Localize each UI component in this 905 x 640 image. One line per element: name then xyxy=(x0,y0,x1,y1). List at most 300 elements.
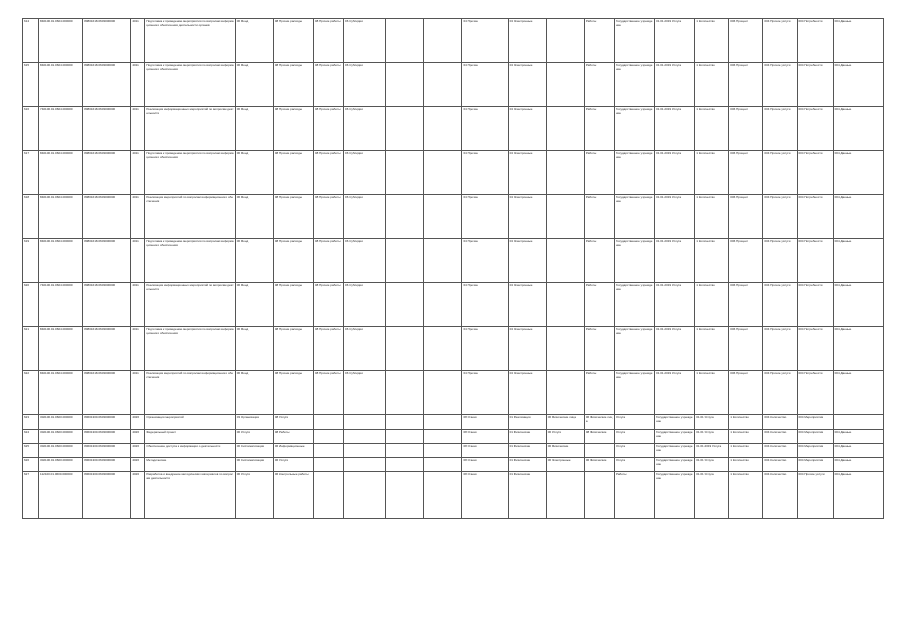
register-table xyxy=(22,18,884,519)
table-cell: 80801618.0603000000 xyxy=(83,19,131,63)
table-cell: 1 Количество xyxy=(695,63,729,107)
table-row xyxy=(23,19,884,63)
table-cell: 004 Потребности xyxy=(797,239,833,283)
table-row xyxy=(23,283,884,327)
table-cell: 01.01.2019 Услуга xyxy=(655,327,695,371)
table-cell: 1 Количество xyxy=(695,195,729,239)
table-row xyxy=(23,430,884,444)
table-cell: 4026 xyxy=(131,472,145,519)
table-cell: Методические xyxy=(145,458,235,472)
table-cell: 08 Прочие работы xyxy=(313,371,343,415)
table-cell: 618 xyxy=(23,195,39,239)
table-cell: Государственное учреждение xyxy=(655,415,695,430)
table-cell: 01.01 Услуга xyxy=(695,415,729,430)
table-cell: 80801618.0603000000 xyxy=(83,283,131,327)
table-cell: 06 Физические лица xyxy=(546,415,584,430)
table-cell xyxy=(386,444,424,458)
table-cell: Обеспечение доступа к информации о деятельности xyxy=(145,444,235,458)
table-cell: 617 xyxy=(23,151,39,195)
table-cell: 04 Электронные xyxy=(508,19,546,63)
table-cell: 06 Фонд xyxy=(235,107,273,151)
table-cell: 004 Прочие услуги xyxy=(763,327,797,371)
table-cell xyxy=(313,472,343,519)
table-cell: 08 Прочие работы xyxy=(313,151,343,195)
table-cell xyxy=(424,472,462,519)
table-cell xyxy=(386,195,424,239)
table-cell: 08 Прочие работы xyxy=(313,63,343,107)
table-cell: 4011 xyxy=(131,283,145,327)
table-cell: Государственное учреждение xyxy=(655,444,695,458)
table-cell: 004 Прочие услуги xyxy=(763,239,797,283)
table-cell: 006 Процент xyxy=(729,283,763,327)
table-cell xyxy=(424,327,462,371)
table-cell: Подготовка к проведению мероприятия по вопросам информационного обеспечения xyxy=(145,239,235,283)
table-cell: 01.01.2019 Услуга xyxy=(655,63,695,107)
table-cell: 302100.01.0600.000000 xyxy=(39,430,83,444)
table-cell: 004 Потребности xyxy=(797,195,833,239)
table-cell: 004 Мероприятия xyxy=(797,430,833,444)
table-cell: 622 xyxy=(23,371,39,415)
table-cell: 08 Прочие работы xyxy=(313,107,343,151)
table-cell: 004 Прочие услуги xyxy=(797,472,833,519)
table-cell xyxy=(424,283,462,327)
table-cell: 06 Фонд xyxy=(235,63,273,107)
table-cell: 004 Потребности xyxy=(797,19,833,63)
table-cell: 112100.01.0600.000000 xyxy=(39,472,83,519)
table-cell xyxy=(344,415,386,430)
table-cell: Работы xyxy=(584,283,614,327)
table-cell: 06 Физические лица xyxy=(584,415,614,430)
table-cell: 4011 xyxy=(131,19,145,63)
table-cell: Услуга xyxy=(614,444,654,458)
table-cell xyxy=(546,283,584,327)
table-cell: 80801618.0603000000 xyxy=(83,327,131,371)
table-cell: 06 Фонд xyxy=(235,371,273,415)
table-cell: 01.01.2019 Услуга xyxy=(655,19,695,63)
table-cell: 01.01.2019 Услуга xyxy=(655,239,695,283)
table-cell: 08 Прочие работы xyxy=(313,195,343,239)
table-cell: 01.01 Услуга xyxy=(695,458,729,472)
table-cell: 04 Прочие xyxy=(462,195,508,239)
table-cell: 006 Процент xyxy=(729,19,763,63)
table-cell: Государственное учреждение xyxy=(614,195,654,239)
table-cell: 06 Субсидии xyxy=(344,19,386,63)
table-cell xyxy=(386,107,424,151)
table-cell: 004 Данные xyxy=(833,444,883,458)
table-cell: 006 Процент xyxy=(729,63,763,107)
table-row xyxy=(23,444,884,458)
table-cell: 01 Физические xyxy=(508,472,546,519)
table-cell: 619 xyxy=(23,239,39,283)
table-row xyxy=(23,327,884,371)
table-cell: 004 Потребности xyxy=(797,327,833,371)
table-cell: Работы xyxy=(584,371,614,415)
table-cell: 01.01 Услуга xyxy=(695,430,729,444)
table-cell: Работы xyxy=(584,327,614,371)
table-cell: 004 Мероприятия xyxy=(797,415,833,430)
table-cell: Подготовка к проведению мероприятия по вопросам информационного обеспечения деятельности органов xyxy=(145,19,235,63)
table-cell: 06 Информационные xyxy=(273,444,313,458)
table-cell xyxy=(386,327,424,371)
table-cell xyxy=(386,19,424,63)
table-cell xyxy=(386,415,424,430)
table-cell: Подготовка к проведению мероприятия по вопросам информационного обеспечения xyxy=(145,327,235,371)
table-cell xyxy=(424,151,462,195)
table-cell: 06 Субсидии xyxy=(344,239,386,283)
table-cell: Подготовка к проведению мероприятия по вопросам информационного обеспечения xyxy=(145,63,235,107)
table-cell: Государственное учреждение xyxy=(655,458,695,472)
table-cell: 4011 xyxy=(131,371,145,415)
table-cell: 04 Электронные xyxy=(508,371,546,415)
table-cell: 06 Физические xyxy=(546,444,584,458)
table-cell: Работы xyxy=(584,151,614,195)
table-cell: Разработка и внедрение методических материалов по вопросам деятельности xyxy=(145,472,235,519)
table-cell: Работы xyxy=(584,239,614,283)
table-cell xyxy=(424,107,462,151)
table-cell: 08 Прочие расходы xyxy=(273,151,313,195)
table-cell: 04 Прочие xyxy=(462,371,508,415)
table-cell: 01 Физические xyxy=(508,458,546,472)
table-cell: 06 Систематизация xyxy=(235,458,273,472)
table-cell: Государственное учреждение xyxy=(655,430,695,444)
table-cell: Государственное учреждение xyxy=(614,151,654,195)
table-cell: 06 Субсидии xyxy=(344,371,386,415)
table-cell: 004 Количество xyxy=(763,415,797,430)
table-cell: 004 Данные xyxy=(833,195,883,239)
table-row xyxy=(23,371,884,415)
table-cell: 004 Прочие услуги xyxy=(763,107,797,151)
table-cell: Работы xyxy=(584,195,614,239)
table-cell: 08 Прочие расходы xyxy=(273,239,313,283)
table-cell: 006 Процент xyxy=(729,151,763,195)
table-cell: 01.01.2019 Услуга xyxy=(655,283,695,327)
table-cell: 004 Прочие услуги xyxy=(763,195,797,239)
table-cell: 04 Прочие xyxy=(462,151,508,195)
table-cell: 840100.01.0604.000000 xyxy=(39,327,83,371)
table-cell: 80801618.0603000000 xyxy=(83,195,131,239)
table-cell: 004 Потребности xyxy=(797,107,833,151)
table-cell xyxy=(546,239,584,283)
table-cell: 01 Физические xyxy=(508,444,546,458)
table-cell: 1 Количество xyxy=(729,415,763,430)
table-cell: 4026 xyxy=(131,458,145,472)
table-cell: Реализация информационных мероприятий по вопросам деятельности xyxy=(145,107,235,151)
table-cell: 006 Процент xyxy=(729,107,763,151)
table-cell: 06 Систематизация xyxy=(235,444,273,458)
table-cell: 004 Данные xyxy=(833,472,883,519)
table-cell: 621 xyxy=(23,327,39,371)
table-cell: 840100.01.0604.000000 xyxy=(39,63,83,107)
table-cell: Организация мероприятий xyxy=(145,415,235,430)
table-cell: Реализация информационных мероприятий по вопросам деятельности xyxy=(145,283,235,327)
table-cell xyxy=(313,444,343,458)
table-cell: 80601300.0603000000 xyxy=(83,415,131,430)
table-cell: 004 Потребности xyxy=(797,63,833,107)
table-cell: 302100.01.0600.000000 xyxy=(39,444,83,458)
table-cell xyxy=(386,151,424,195)
table-cell: 06 Фонд xyxy=(235,283,273,327)
table-cell xyxy=(424,371,462,415)
table-cell xyxy=(386,458,424,472)
table-cell: 4011 xyxy=(131,195,145,239)
table-row xyxy=(23,239,884,283)
table-cell: 1 Количество xyxy=(695,151,729,195)
table-cell xyxy=(386,63,424,107)
table-cell: 620 xyxy=(23,283,39,327)
table-cell: Услуга xyxy=(614,430,654,444)
table-cell: 1 Количество xyxy=(695,327,729,371)
table-cell: 06 Субсидии xyxy=(344,195,386,239)
table-cell: 01.01 Услуга xyxy=(695,472,729,519)
table-row xyxy=(23,107,884,151)
table-cell: 625 xyxy=(23,444,39,458)
table-cell: 740100.01.0604.000000 xyxy=(39,283,83,327)
table-cell: 004 Количество xyxy=(763,444,797,458)
table-cell: Подготовка к проведению мероприятия по вопросам информационного обеспечения xyxy=(145,151,235,195)
table-cell xyxy=(424,19,462,63)
table-cell: 06 Физические xyxy=(584,458,614,472)
table-cell: 08 Очная xyxy=(462,472,508,519)
table-cell: Государственное учреждение xyxy=(614,371,654,415)
table-cell: 615 xyxy=(23,63,39,107)
table-cell: 623 xyxy=(23,415,39,430)
table-cell: 08 Прочие расходы xyxy=(273,195,313,239)
table-cell: 840100.01.0604.000000 xyxy=(39,19,83,63)
table-cell: Реализация мероприятий по вопросам информационного обеспечения xyxy=(145,371,235,415)
table-cell: Государственное учреждение xyxy=(655,472,695,519)
table-cell xyxy=(344,458,386,472)
table-cell: 80801618.0603000000 xyxy=(83,239,131,283)
table-cell: 01.01.2019 Услуга xyxy=(655,107,695,151)
table-cell: 80601300.0603000000 xyxy=(83,472,131,519)
table-cell: 004 Данные xyxy=(833,327,883,371)
table-cell: 80601300.0603000000 xyxy=(83,430,131,444)
table-cell: 08 Прочие работы xyxy=(313,327,343,371)
table-row xyxy=(23,151,884,195)
table-cell: 624 xyxy=(23,430,39,444)
table-cell: 840100.01.0604.000000 xyxy=(39,195,83,239)
table-cell: 08 Прочие расходы xyxy=(273,283,313,327)
table-cell: 004 Прочие услуги xyxy=(763,151,797,195)
table-cell: 1 Количество xyxy=(695,239,729,283)
table-cell: 004 Мероприятия xyxy=(797,458,833,472)
table-cell: 08 Услуги xyxy=(273,415,313,430)
table-cell: 04 Электронные xyxy=(508,283,546,327)
table-cell xyxy=(546,63,584,107)
table-cell: 1 Количество xyxy=(695,107,729,151)
table-cell: 06 Электронные xyxy=(546,458,584,472)
table-cell: 004 Данные xyxy=(833,107,883,151)
table-cell: 1 Количество xyxy=(729,472,763,519)
table-cell: 01.01.2019 Услуга xyxy=(695,444,729,458)
table-cell xyxy=(546,371,584,415)
table-cell xyxy=(424,415,462,430)
table-cell: 004 Прочие услуги xyxy=(763,371,797,415)
table-cell: 80801618.0603000000 xyxy=(83,151,131,195)
table-cell xyxy=(344,472,386,519)
table-cell xyxy=(313,415,343,430)
table-cell: 08 Прочие расходы xyxy=(273,63,313,107)
table-cell xyxy=(546,151,584,195)
table-cell xyxy=(386,239,424,283)
table-cell xyxy=(344,444,386,458)
table-cell: Государственное учреждение xyxy=(614,239,654,283)
table-cell: 08 Очная xyxy=(462,415,508,430)
table-cell: 004 Потребности xyxy=(797,151,833,195)
table-cell: 4011 xyxy=(131,63,145,107)
table-cell: 840100.01.0604.000000 xyxy=(39,371,83,415)
table-cell: 1 Количество xyxy=(729,430,763,444)
table-row xyxy=(23,458,884,472)
table-cell: 08 Очная xyxy=(462,458,508,472)
table-cell: 01 Физические xyxy=(508,430,546,444)
table-cell xyxy=(313,430,343,444)
table-cell: 06 Услуги xyxy=(273,458,313,472)
table-cell: 840100.01.0604.000000 xyxy=(39,151,83,195)
table-cell xyxy=(386,430,424,444)
table-cell: 4011 xyxy=(131,327,145,371)
table-cell: 4026 xyxy=(131,430,145,444)
table-cell: 06 Услуги xyxy=(546,430,584,444)
table-row xyxy=(23,472,884,519)
table-cell: 1 Количество xyxy=(695,19,729,63)
table-cell: 06 Субсидии xyxy=(344,151,386,195)
table-cell: 04 Прочие xyxy=(462,283,508,327)
table-cell xyxy=(546,107,584,151)
table-cell: 004 Данные xyxy=(833,430,883,444)
table-cell: 80801618.0603000000 xyxy=(83,107,131,151)
table-cell: 04 Электронные xyxy=(508,151,546,195)
table-cell: 04 Электронные xyxy=(508,239,546,283)
table-cell: 004 Мероприятия xyxy=(797,444,833,458)
table-cell: Государственное учреждение xyxy=(614,19,654,63)
table-cell xyxy=(833,415,883,430)
table-cell: 08 Прочие работы xyxy=(313,239,343,283)
table-cell: 06 Услуги xyxy=(235,472,273,519)
table-cell: 1 Количество xyxy=(729,444,763,458)
table-cell: 06 Фонд xyxy=(235,19,273,63)
table-cell: 01.01.2019 Услуга xyxy=(655,151,695,195)
table-cell xyxy=(386,371,424,415)
table-cell xyxy=(386,472,424,519)
table-cell: 04 Электронные xyxy=(508,195,546,239)
table-cell: 1 Количество xyxy=(695,283,729,327)
table-cell: 04 Прочие xyxy=(462,239,508,283)
table-cell: 1 Количество xyxy=(695,371,729,415)
table-cell: 4011 xyxy=(131,151,145,195)
table-cell: Государственное учреждение xyxy=(614,283,654,327)
table-cell: 302100.01.0600.000000 xyxy=(39,415,83,430)
table-cell: 4026 xyxy=(131,415,145,430)
table-cell: 01 Реализация xyxy=(508,415,546,430)
table-cell: 006 Процент xyxy=(729,239,763,283)
table-cell: Государственное учреждение xyxy=(614,63,654,107)
table-cell: Реализация мероприятий по вопросам информационного обеспечения xyxy=(145,195,235,239)
table-cell: Работы xyxy=(614,472,654,519)
table-cell: 01.01.2019 Услуга xyxy=(655,371,695,415)
table-cell: 80601300.0603000000 xyxy=(83,458,131,472)
table-cell: 08 Прочие расходы xyxy=(273,327,313,371)
table-cell: 4011 xyxy=(131,107,145,151)
table-cell xyxy=(546,19,584,63)
table-cell: 004 Данные xyxy=(833,283,883,327)
table-cell: 80601300.0603000000 xyxy=(83,444,131,458)
table-cell: 06 Субсидии xyxy=(344,63,386,107)
table-cell xyxy=(424,444,462,458)
table-cell: Услуга xyxy=(614,415,654,430)
table-cell: 06 Фонд xyxy=(235,327,273,371)
table-cell: 004 Данные xyxy=(833,458,883,472)
table-cell: 004 Данные xyxy=(833,19,883,63)
table-cell: 004 Прочие услуги xyxy=(763,63,797,107)
table-cell xyxy=(344,430,386,444)
table-cell: 1 Количество xyxy=(729,458,763,472)
table-cell: 626 xyxy=(23,458,39,472)
table-cell: 08 Прочие расходы xyxy=(273,371,313,415)
table-cell xyxy=(424,195,462,239)
table-cell: 004 Данные xyxy=(833,151,883,195)
table-cell xyxy=(546,195,584,239)
table-cell: 08 Прочие расходы xyxy=(273,19,313,63)
table-row xyxy=(23,195,884,239)
table-cell: 06 Субсидии xyxy=(344,327,386,371)
table-cell: Услуга xyxy=(614,458,654,472)
table-cell xyxy=(546,327,584,371)
table-cell: 06 Фонд xyxy=(235,239,273,283)
table-cell: 004 Прочие услуги xyxy=(763,19,797,63)
table-cell: 04 Прочие xyxy=(462,327,508,371)
table-cell: 01.01.2019 Услуга xyxy=(655,195,695,239)
table-cell: 08 Работы xyxy=(273,430,313,444)
table-cell: 04 Электронные xyxy=(508,63,546,107)
table-cell: 04 Прочие xyxy=(462,63,508,107)
table-cell xyxy=(584,444,614,458)
table-cell: 06 Субсидии xyxy=(344,283,386,327)
table-cell: 08 Очная xyxy=(462,444,508,458)
table-cell: 614 xyxy=(23,19,39,63)
table-cell: 627 xyxy=(23,472,39,519)
table-cell: Государственное учреждение xyxy=(614,107,654,151)
table-cell: 006 Процент xyxy=(729,195,763,239)
table-cell: Работы xyxy=(584,63,614,107)
table-cell xyxy=(546,472,584,519)
table-cell: 04 Прочие xyxy=(462,107,508,151)
table-cell xyxy=(313,458,343,472)
table-cell: 80801618.0603000000 xyxy=(83,63,131,107)
table-cell: Работы xyxy=(584,19,614,63)
table-cell: 04 Электронные xyxy=(508,107,546,151)
table-cell xyxy=(584,472,614,519)
table-cell: 04 Электронные xyxy=(508,327,546,371)
table-cell: 006 Процент xyxy=(729,327,763,371)
table-cell: 004 Потребности xyxy=(797,371,833,415)
table-cell xyxy=(424,458,462,472)
table-cell xyxy=(424,63,462,107)
table-cell: 06 Фонд xyxy=(235,195,273,239)
table-cell: 08 Прочие работы xyxy=(313,283,343,327)
table-cell: 4011 xyxy=(131,239,145,283)
table-cell: 08 Очная xyxy=(462,430,508,444)
table-cell: 06 Субсидии xyxy=(344,107,386,151)
table-cell: 004 Данные xyxy=(833,63,883,107)
table-cell: 04 Прочие xyxy=(462,19,508,63)
table-cell: 302100.01.0600.000000 xyxy=(39,458,83,472)
table-cell: Федеральный проект xyxy=(145,430,235,444)
document-sheet xyxy=(22,18,884,628)
table-cell: 740100.01.0604.000000 xyxy=(39,107,83,151)
table-cell xyxy=(424,430,462,444)
table-cell: 004 Количество xyxy=(763,458,797,472)
